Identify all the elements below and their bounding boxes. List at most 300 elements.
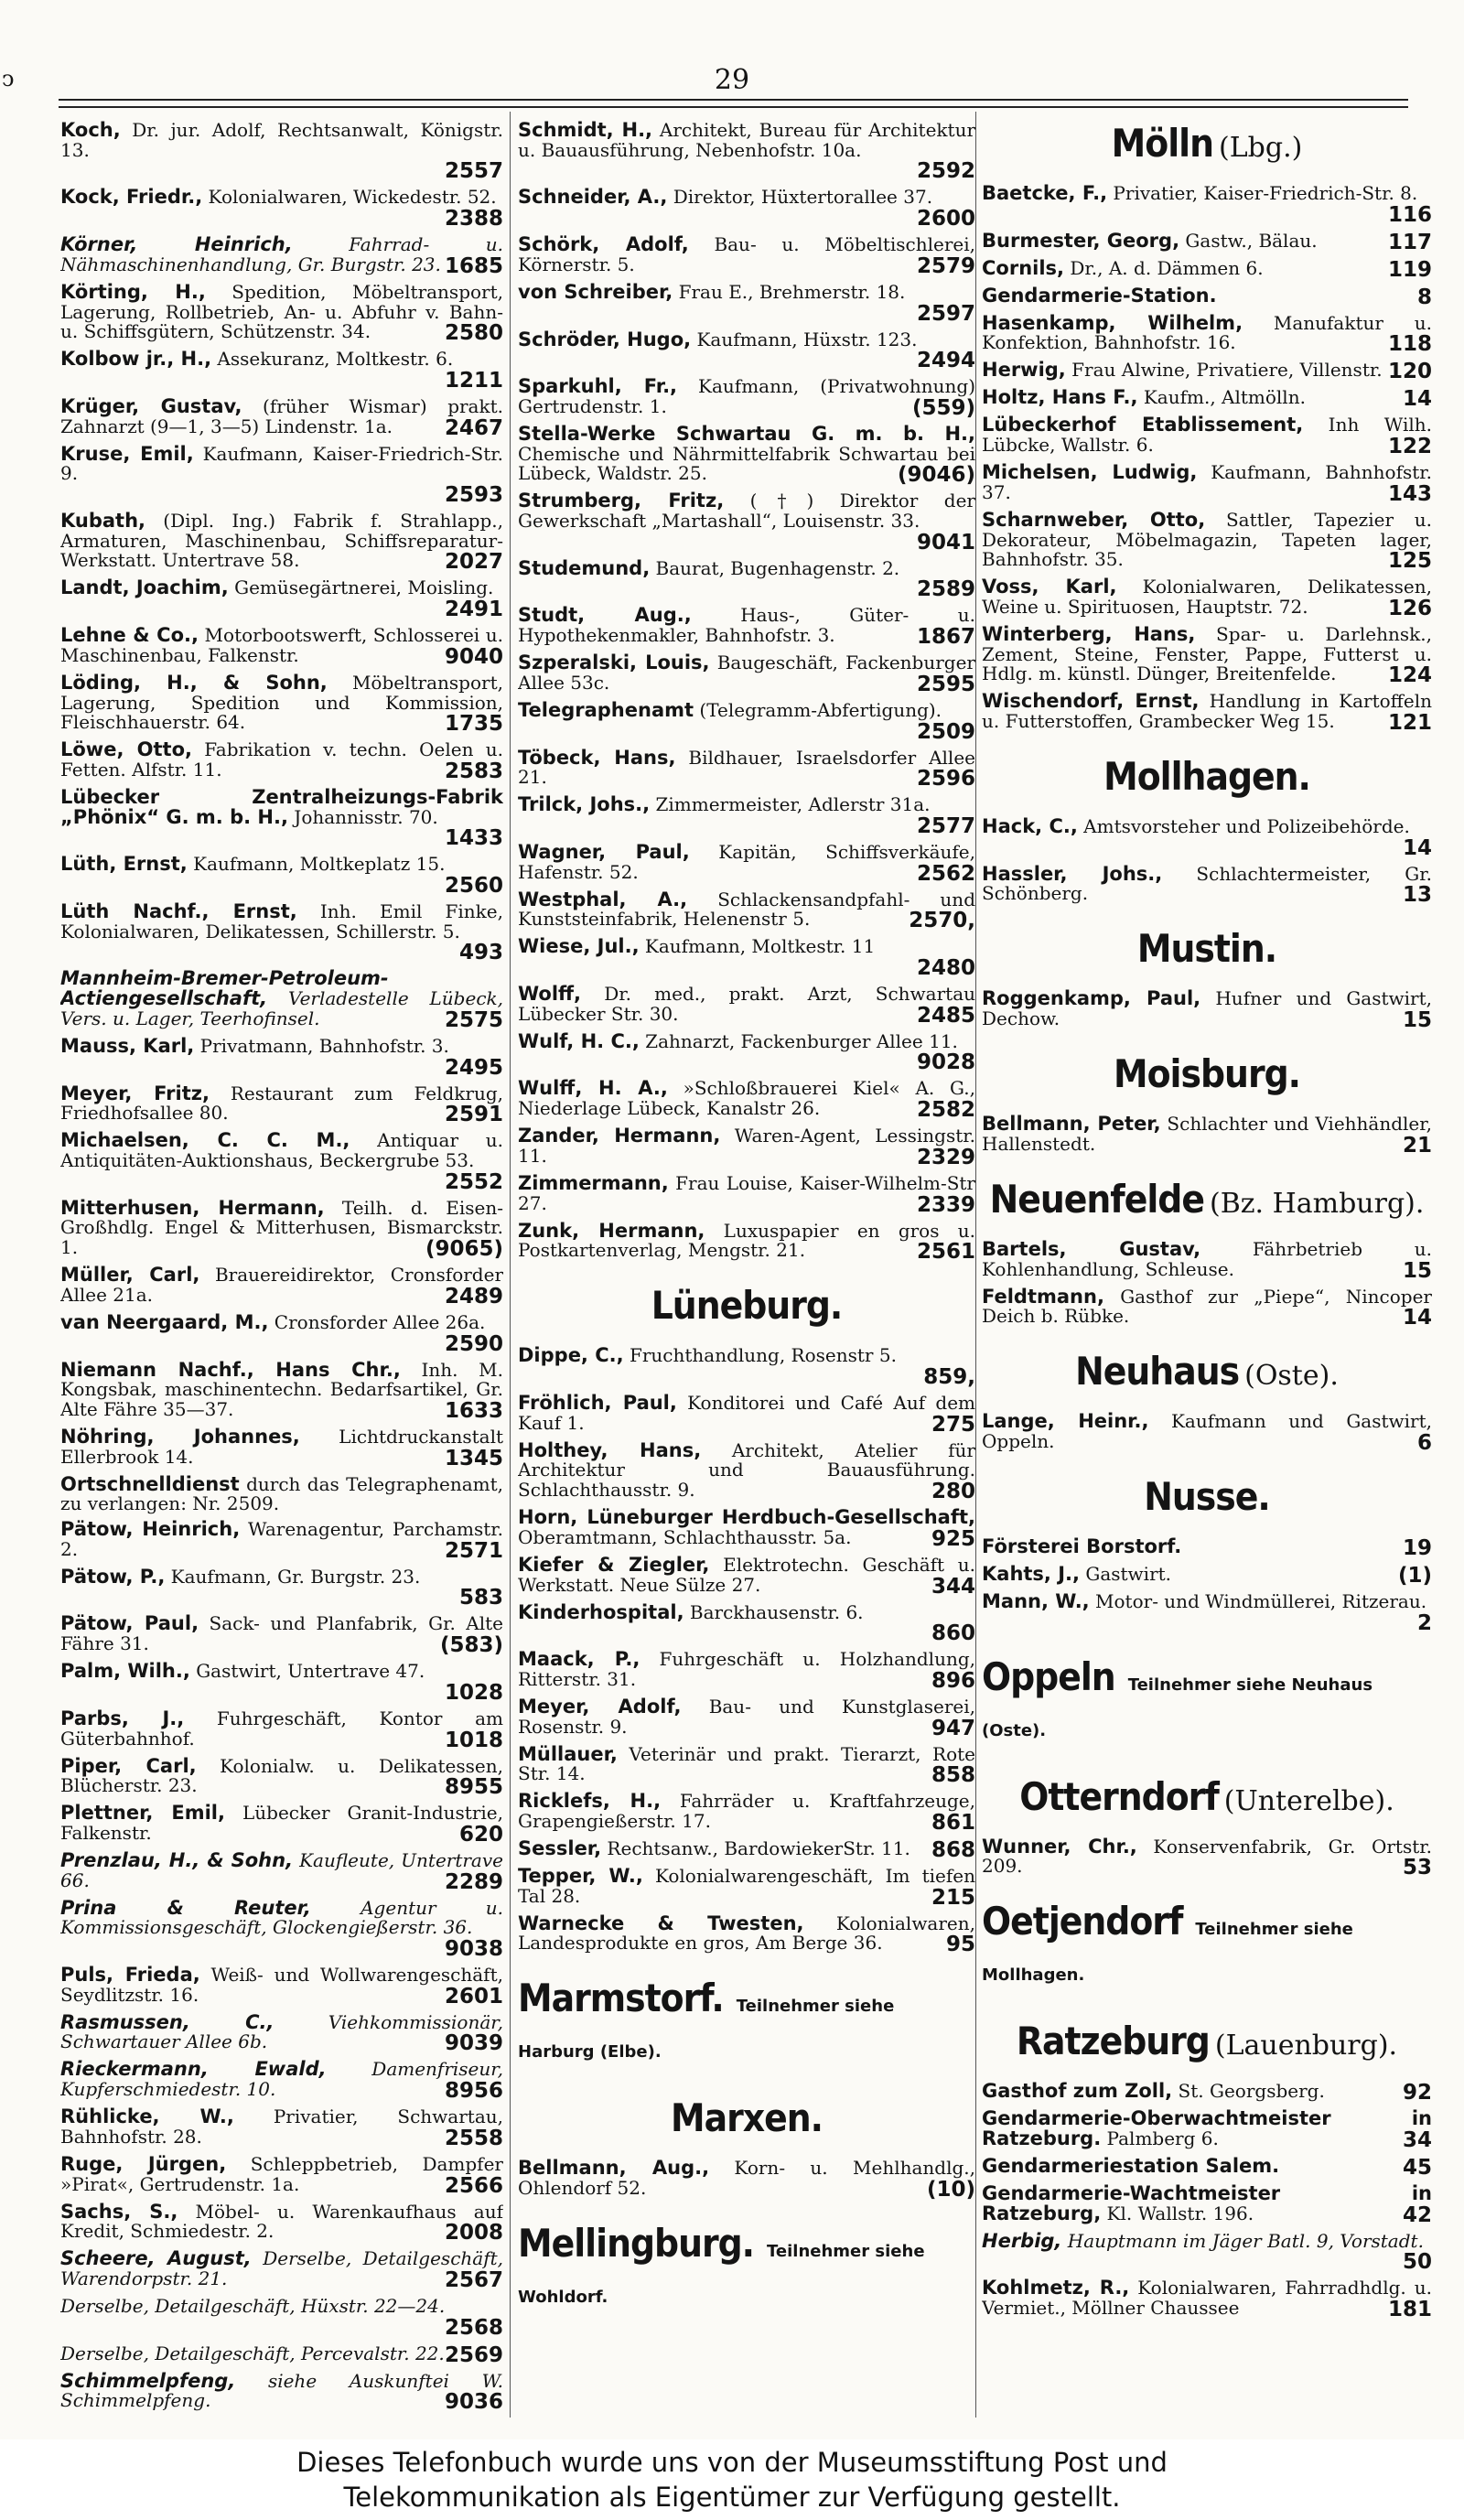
directory-entry (60, 1034, 503, 1080)
subscriber-name: Prina & Reuter, (60, 1896, 311, 1919)
phone-number: 1018 (444, 1728, 503, 1752)
subscriber-details: durch das Telegraphenamt, zu verlangen: Nr. 2509. (60, 1472, 503, 1515)
directory-entry (982, 2278, 1432, 2321)
subscriber-details: Derselbe, Detailgeschäft, Warendorpstr. 21. (60, 2247, 503, 2289)
town-heading (982, 121, 1432, 175)
phone-number: 2582 (916, 1098, 975, 1123)
directory-entry (60, 1084, 503, 1126)
directory-entry (60, 1472, 503, 1515)
directory-entry (60, 188, 503, 230)
subscriber-name: Lübecker Zentralheizungs-Fabrik „Phönix“ G. m. b. H., (60, 785, 503, 828)
phone-number: 2562 (916, 861, 975, 886)
subscriber-details: Kaufmann und Gastwirt, Oppeln. (982, 1410, 1432, 1452)
subscriber-name: Feldtmann, (982, 1285, 1104, 1308)
phone-number: 2600 (916, 207, 975, 232)
town-name: Mölln (1111, 121, 1214, 166)
subscriber-details: Bau- u. Möbeltischlerei, Körnerstr. 5. (518, 233, 975, 275)
subscriber-details: Elektrotechn. Geschäft u. Werkstatt. Neue Sülze 27. (518, 1553, 975, 1596)
directory-entry (60, 350, 503, 392)
phone-number: 860 (931, 1621, 975, 1646)
subscriber-details: Inh. M. Kongsbak, maschinentechn. Bedarfsartikel, Gr. Alte Fähre 35—37. (60, 1358, 503, 1420)
subscriber-name: Puls, Frieda, (60, 1964, 200, 1987)
subscriber-details: Teilh. d. Eisen-Großhdlg. Engel & Mitterhusen, Bismarckstr. 1. (60, 1196, 503, 1259)
subscriber-name: von Schreiber, (518, 280, 673, 303)
subscriber-name: Kohlmetz, R., (982, 2277, 1130, 2299)
subscriber-details: Spedition, Möbeltransport, Lagerung, Rollbetrieb, An- u. Abfuhr v. Bahn- u. Schiffsgütern, Schützenstr. 34. (60, 280, 503, 343)
subscriber-details: Kaufm., Altmölln. (1137, 386, 1306, 409)
subscriber-details: Fährbetrieb u. Kohlenhandlung, Schleuse. (982, 1237, 1432, 1280)
phone-number: 858 (931, 1763, 975, 1788)
subscriber-name: Parbs, J., (60, 1707, 185, 1729)
directory-entry (518, 422, 975, 488)
directory-entry (518, 1600, 975, 1646)
footer-line-1: Dieses Telefonbuch wurde uns von der Museumsstiftung Post und (296, 2447, 1168, 2478)
subscriber-details: Weiß- und Wollwarengeschäft, Seydlitzstr. 16. (60, 1964, 503, 2006)
subscriber-details: St. Georgsberg. (1172, 2080, 1325, 2103)
subscriber-name: van Neergaard, M., (60, 1310, 269, 1333)
subscriber-name: Müller, Carl, (60, 1264, 200, 1287)
subscriber-details: Fuhrgeschäft u. Holzhandlung, Ritterstr. 31. (518, 1648, 975, 1690)
directory-entry (982, 2109, 1432, 2151)
phone-number: 2570, (909, 909, 975, 933)
phone-number: (10) (926, 2178, 975, 2202)
directory-entry (60, 512, 503, 573)
subscriber-details: Dr. jur. Adolf, Rechtsanwalt, Königstr. 13. (60, 121, 503, 161)
directory-entry (982, 1287, 1432, 1330)
subscriber-details: Kaufmann, Moltkeplatz 15. (187, 853, 446, 876)
directory-entry (60, 1358, 503, 1423)
subscriber-details: (Dipl. Ing.) Fabrik f. Strahlapp., Armaturen, Maschinenbau, Schiffsreparatur-Werkstatt. Untertrave 58. (60, 510, 503, 572)
directory-entry (982, 817, 1432, 859)
town-heading (982, 1177, 1432, 1231)
subscriber-details: Konditorei und Café Auf dem Kauf 1. (518, 1391, 975, 1434)
directory-entry (982, 463, 1432, 505)
town-heading (982, 1349, 1432, 1403)
subscriber-name: Ortschnelldienst (60, 1472, 240, 1495)
directory-entry (982, 1837, 1432, 1879)
directory-entry (518, 1438, 975, 1504)
subscriber-details: Schlachter und Viehhändler, Hallenstedt. (982, 1113, 1432, 1155)
phone-number: 50 (1402, 2250, 1432, 2275)
directory-entry (982, 692, 1432, 734)
directory-entry (60, 1709, 503, 1751)
subscriber-name: Fröhlich, Paul, (518, 1391, 677, 1414)
town-name: Oppeln (982, 1653, 1115, 1699)
directory-entry (60, 394, 503, 440)
phone-number: 2579 (916, 253, 975, 278)
subscriber-details: Kolonialwaren, Delikatessen, Weine u. Spirituosen, Hauptstr. 72. (982, 576, 1432, 618)
phone-number: 8955 (444, 1775, 503, 1800)
subscriber-details: Inh Wilh. Lübcke, Wallstr. 6. (982, 414, 1432, 457)
directory-entry (982, 2184, 1432, 2226)
subscriber-details: Korn- u. Mehlhandlg., Ohlendorf 52. (518, 2157, 975, 2200)
subscriber-details: »Schloßbrauerei Kiel« A. G., Niederlage Lübeck, Kanalstr 26. (518, 1077, 975, 1120)
subscriber-details: Amtsvorsteher und Polizeibehörde. (1077, 815, 1410, 838)
subscriber-details: Fahrrad- u. Nähmaschinenhandlung, Gr. Burgstr. 23. (60, 233, 503, 275)
subscriber-name: Burmester, Georg, (982, 229, 1180, 252)
town-region: (Lbg.) (1219, 132, 1303, 164)
subscriber-details: Waren-Agent, Lessingstr. 11. (518, 1125, 975, 1167)
phone-number: 2591 (444, 1103, 503, 1127)
subscriber-name: Bartels, Gustav, (982, 1237, 1201, 1260)
directory-entry (60, 1965, 503, 2008)
directory-entry (60, 1265, 503, 1308)
directory-entry (982, 577, 1432, 619)
subscriber-name: Baetcke, F., (982, 182, 1108, 204)
directory-entry (60, 2294, 503, 2340)
subscriber-details: (früher Wismar) prakt. Zahnarzt (9—1, 3—5) Lindenstr. 1a. (60, 394, 503, 437)
directory-entry (60, 2344, 503, 2366)
page-number: 29 (714, 64, 750, 96)
phone-number: 117 (1387, 230, 1432, 254)
phone-number: 42 (1402, 2202, 1432, 2227)
subscriber-name: Wiese, Jul., (518, 935, 640, 958)
phone-number: 2583 (444, 759, 503, 783)
directory-entry (518, 1171, 975, 1217)
directory-entry (518, 606, 975, 648)
phone-number: 53 (1402, 1856, 1432, 1880)
subscriber-details: Barckhausenstr. 6. (684, 1600, 864, 1623)
subscriber-details: Bildhauer, Israelsdorfer Allee 21. (518, 746, 975, 789)
column-left (60, 121, 503, 2427)
directory-entry (982, 508, 1432, 574)
subscriber-name: Piper, Carl, (60, 1754, 197, 1777)
subscriber-details: Baurat, Bugenhagenstr. 2. (650, 556, 900, 579)
phone-number: 2329 (916, 1145, 975, 1169)
directory-entry (982, 184, 1432, 226)
subscriber-details: Kolonialwarengeschäft, Im tiefen Tal 28. (518, 1865, 975, 1907)
town-heading (982, 1474, 1432, 1528)
directory-entry (60, 1427, 503, 1470)
subscriber-name: Niemann Nachf., Hans Chr., (60, 1358, 401, 1381)
subscriber-name: Hasenkamp, Wilhelm, (982, 311, 1243, 334)
town-name: Marmstorf. (518, 1976, 724, 2021)
phone-number: 14 (1402, 835, 1432, 860)
phone-number: 14 (1402, 387, 1432, 412)
subscriber-name: Meyer, Fritz, (60, 1082, 210, 1104)
subscriber-details: Konservenfabrik, Gr. Ortstr. 209. (982, 1835, 1432, 1878)
town-name: Moisburg. (1113, 1051, 1300, 1097)
phone-number: 124 (1387, 663, 1432, 688)
subscriber-name: Hack, C., (982, 815, 1078, 838)
subscriber-name: Kahts, J., (982, 1562, 1080, 1585)
subscriber-name: Lüth, Ernst, (60, 853, 188, 876)
subscriber-details: Baugeschäft, Fackenburger Allee 53c. (518, 652, 975, 694)
town-region: (Unterelbe). (1223, 1784, 1394, 1817)
subscriber-name: Schröder, Hugo, (518, 328, 692, 350)
directory-entry (518, 1697, 975, 1739)
directory-entry (518, 330, 975, 372)
phone-number: 95 (945, 1933, 975, 1957)
directory-entry (982, 311, 1432, 357)
subscriber-details: (Telegramm-Abfertigung). (694, 698, 942, 721)
subscriber-name: Försterei Borstorf. (982, 1535, 1182, 1557)
footer-notice (0, 2439, 1464, 2520)
town-name: Mellingburg. (518, 2221, 755, 2267)
directory-entry (982, 2229, 1432, 2275)
directory-entry (982, 1537, 1432, 1559)
phone-number: 2552 (444, 1169, 503, 1194)
phone-number: 126 (1387, 596, 1432, 620)
town-region: (Bz. Hamburg). (1209, 1187, 1425, 1220)
subscriber-name: Wulf, H. C., (518, 1029, 640, 1052)
directory-entry (518, 1126, 975, 1168)
phone-number: 2485 (916, 1003, 975, 1028)
subscriber-name: Dippe, C., (518, 1344, 624, 1367)
subscriber-name: Ruge, Jürgen, (60, 2152, 227, 2175)
subscriber-details: Kaufmann, Hüxstr. 123. (691, 328, 918, 350)
subscriber-details: Möbel- u. Warenkaufhaus auf Kredit, Schmiedestr. 2. (60, 2200, 503, 2243)
phone-number: 118 (1387, 332, 1432, 357)
subscriber-name: Gasthof zum Zoll, (982, 2080, 1173, 2103)
subscriber-name: Meyer, Adolf, (518, 1695, 682, 1718)
subscriber-details: Hufner und Gastwirt, Dechow. (982, 987, 1432, 1030)
subscriber-name: Studt, Aug., (518, 604, 692, 627)
subscriber-name: Wolff, (518, 983, 582, 1006)
header-rule (59, 99, 1408, 101)
directory-entry (60, 1310, 503, 1356)
town-note: Teilnehmer siehe Neuhaus (Oste). (982, 1675, 1373, 1740)
subscriber-name: Müllauer, (518, 1742, 618, 1765)
subscriber-details: Zahnarzt, Fackenburger Allee 11. (639, 1029, 958, 1052)
phone-number: 19 (1402, 1535, 1432, 1560)
subscriber-name: Zunk, Hermann, (518, 1219, 705, 1242)
directory-entry (518, 491, 975, 553)
subscriber-details: Dr. med., prakt. Arzt, Schwartau Lübecker Str. 30. (518, 983, 975, 1025)
phone-number: 2567 (444, 2267, 503, 2292)
directory-entry (60, 2060, 503, 2102)
subscriber-details: Bau- und Kunstglaserei, Rosenstr. 9. (518, 1695, 975, 1738)
phone-number: 8 (1416, 285, 1432, 309)
subscriber-name: Zander, Hermann, (518, 1125, 721, 1147)
subscriber-name: Sparkuhl, Fr., (518, 375, 678, 398)
subscriber-name: Schmidt, H., (518, 121, 653, 141)
subscriber-details: Direktor, Hüxtertorallee 37. (667, 186, 933, 209)
directory-entry (60, 235, 503, 277)
phone-number: 6 (1416, 1430, 1432, 1455)
subscriber-name: Körting, H., (60, 280, 206, 303)
subscriber-details: Schlachtermeister, Gr. Schönberg. (982, 862, 1432, 905)
town-name: Ratzeburg (1016, 2019, 1210, 2064)
subscriber-name: Winterberg, Hans, (982, 622, 1196, 645)
subscriber-name: Löding, H., & Sohn, (60, 671, 328, 694)
subscriber-name: Löwe, Otto, (60, 738, 192, 761)
phone-number: (9046) (897, 463, 975, 488)
subscriber-name: Koch, (60, 121, 121, 141)
subscriber-details: Gastwirt, Untertrave 47. (189, 1660, 425, 1683)
phone-number: 125 (1387, 549, 1432, 574)
directory-entry (982, 286, 1432, 308)
phone-number: (1) (1397, 1563, 1432, 1588)
subscriber-details: Viehkommissionär, Schwartauer Allee 6b. (60, 2010, 503, 2053)
directory-entry (518, 748, 975, 791)
phone-number: 2580 (444, 321, 503, 346)
subscriber-name: Palm, Wilh., (60, 1660, 190, 1683)
subscriber-name: Michelsen, Ludwig, (982, 461, 1198, 484)
subscriber-details: Agentur u. Kommissionsgeschäft, Glockengießerstr. 36. (60, 1896, 503, 1939)
phone-number: 9028 (916, 1050, 975, 1075)
directory-entry (982, 862, 1432, 908)
subscriber-details: Hauptmann im Jäger Batl. 9, Vorstadt. (1061, 2229, 1424, 2252)
subscriber-details: Brauereidirektor, Cronsforder Allee 21a. (60, 1264, 503, 1306)
directory-entry (60, 1662, 503, 1704)
phone-number: 2339 (916, 1192, 975, 1217)
subscriber-name: Gendarmerie-Station. (982, 284, 1217, 307)
phone-number: 2571 (444, 1538, 503, 1563)
phone-number: 1028 (444, 1680, 503, 1705)
directory-entry (518, 235, 975, 277)
town-name: Marxen. (670, 2095, 823, 2141)
phone-number: 9040 (444, 644, 503, 669)
directory-entry (518, 1650, 975, 1692)
directory-entry (518, 556, 975, 602)
subscriber-name: Kiefer & Ziegler, (518, 1553, 710, 1576)
subscriber-details: Kaufmann, Gr. Burgstr. 23. (165, 1565, 421, 1588)
directory-entry (60, 2010, 503, 2056)
directory-entry (518, 890, 975, 932)
phone-number: 15 (1402, 1258, 1432, 1283)
directory-entry (60, 2107, 503, 2149)
town-region: (Lauenburg). (1214, 2030, 1398, 2062)
subscriber-name: Pätow, Heinrich, (60, 1518, 241, 1541)
phone-number: 2595 (916, 672, 975, 696)
phone-number: 1345 (444, 1446, 503, 1470)
directory-entry (518, 1029, 975, 1075)
subscriber-details: Privatmann, Bahnhofstr. 3. (194, 1034, 449, 1057)
phone-number: 45 (1402, 2156, 1432, 2181)
town-note: Teilnehmer siehe Wohldorf. (518, 2242, 925, 2308)
subscriber-name: Nöhring, Johannes, (60, 1425, 300, 1448)
phone-number: 121 (1387, 711, 1432, 736)
phone-number: 119 (1387, 257, 1432, 282)
subscriber-details: Derselbe, Detailgeschäft, Percevalstr. 22. (60, 2342, 445, 2364)
phone-number: 2597 (916, 301, 975, 326)
subscriber-name: Wischendorf, Ernst, (982, 690, 1200, 713)
subscriber-details: Palmberg 6. (1101, 2127, 1219, 2150)
subscriber-name: Schimmelpfeng, (60, 2369, 236, 2392)
phone-number: 2388 (444, 207, 503, 232)
directory-entry (518, 1742, 975, 1788)
subscriber-name: Rühlicke, W., (60, 2105, 234, 2128)
town-name: Neuenfelde (989, 1176, 1204, 1222)
directory-entry (518, 985, 975, 1027)
phone-number: 868 (931, 1838, 975, 1863)
subscriber-name: Kruse, Emil, (60, 442, 194, 465)
subscriber-details: Kolonialwaren, Fahrradhdlg. u. Vermiet., Möllner Chaussee (982, 2277, 1432, 2320)
subscriber-name: Mauss, Karl, (60, 1034, 195, 1057)
phone-number: 9036 (444, 2390, 503, 2415)
phone-number: 143 (1387, 481, 1432, 506)
subscriber-name: Schneider, A., (518, 186, 668, 209)
subscriber-details: Sattler, Tapezier u. Dekorateur, Möbelmagazin, Tapeten lager, Bahnhofstr. 35. (982, 508, 1432, 571)
town-note: Teilnehmer siehe Harburg (Elbe). (518, 1997, 895, 2062)
directory-entry (518, 1792, 975, 1834)
directory-entry (60, 1896, 503, 1962)
subscriber-name: Sachs, S., (60, 2200, 178, 2223)
directory-entry (60, 1567, 503, 1610)
subscriber-name: Wagner, Paul, (518, 840, 690, 863)
subscriber-details: Lübecker Granit-Industrie, Falkenstr. (60, 1802, 503, 1844)
subscriber-details: Kolonialw. u. Delikatessen, Blücherstr. 23. (60, 1754, 503, 1797)
column-middle (518, 121, 975, 2427)
phone-number: 2027 (444, 550, 503, 575)
directory-entry (60, 673, 503, 735)
phone-number: 2491 (444, 598, 503, 622)
subscriber-name: Voss, Karl, (982, 576, 1117, 598)
subscriber-details: Gastw., Bälau. (1179, 229, 1318, 252)
subscriber-details: Inh. Emil Finke, Kolonialwaren, Delikatessen, Schillerstr. 5. (60, 900, 503, 942)
subscriber-name: Lange, Heinr., (982, 1410, 1149, 1433)
subscriber-details: Gastwirt. (1080, 1562, 1172, 1585)
subscriber-name: Roggenkamp, Paul, (982, 987, 1201, 1010)
phone-number: 2575 (444, 1007, 503, 1032)
subscriber-details: Fruchthandlung, Rosenstr 5. (623, 1344, 897, 1367)
subscriber-name: Hassler, Johs., (982, 862, 1163, 885)
subscriber-name: Landt, Joachim, (60, 576, 229, 599)
directory-entry (60, 1754, 503, 1800)
phone-number: 2480 (916, 956, 975, 981)
directory-entry (518, 795, 975, 837)
subscriber-name: Pätow, P., (60, 1565, 166, 1588)
town-name: Mollhagen. (1103, 754, 1310, 800)
subscriber-details: Luxuspapier en gros u. Postkartenverlag, Mengstr. 21. (518, 1219, 975, 1262)
subscriber-details: Cronsforder Allee 26a. (268, 1310, 486, 1333)
phone-number: 2577 (916, 813, 975, 838)
town-name: Mustin. (1136, 926, 1277, 972)
subscriber-name: Cornils, (982, 256, 1065, 279)
subscriber-name: Lüth Nachf., Ernst, (60, 900, 297, 923)
subscriber-details: Warenagentur, Parchamstr. 2. (60, 1518, 503, 1560)
subscriber-name: Warnecke & Twesten, (518, 1912, 804, 1934)
phone-number: 2593 (444, 483, 503, 508)
directory-entry (60, 969, 503, 1030)
phone-number: 280 (931, 1480, 975, 1504)
town-heading (982, 1654, 1432, 1754)
header-rule-double (59, 106, 1408, 108)
subscriber-details: Frau Alwine, Privatiere, Villenstr. (1065, 359, 1383, 382)
phone-number: 2008 (444, 2221, 503, 2245)
phone-number: 620 (458, 1822, 503, 1847)
town-name: Nusse. (1144, 1473, 1270, 1519)
phone-number: 2601 (444, 1984, 503, 2008)
town-heading (982, 1051, 1432, 1105)
directory-entry (518, 1219, 975, 1265)
subscriber-details: Kl. Wallstr. 196. (1101, 2202, 1254, 2224)
directory-entry (518, 698, 975, 744)
phone-number: 896 (931, 1668, 975, 1693)
subscriber-name: Sessler, (518, 1837, 602, 1860)
subscriber-name: Horn, Lüneburger Herdbuch-Gesellschaft, (518, 1506, 975, 1529)
phone-number: 2561 (916, 1240, 975, 1265)
directory-entry (982, 229, 1432, 254)
subscriber-details: Kaufmann, Bahnhofstr. 37. (982, 461, 1432, 503)
directory-entry (982, 361, 1432, 382)
town-heading (518, 1283, 975, 1337)
phone-number: 2592 (916, 159, 975, 184)
phone-number: 9039 (444, 2031, 503, 2056)
phone-number: 215 (931, 1885, 975, 1910)
directory-entry (60, 2202, 503, 2245)
subscriber-name: Bellmann, Aug., (518, 2157, 710, 2180)
phone-number: 14 (1402, 1306, 1432, 1330)
town-name: Lüneburg. (651, 1283, 843, 1329)
subscriber-details: Frau Louise, Kaiser-Wilhelm-Str 27. (518, 1171, 975, 1214)
phone-number: 1685 (444, 253, 503, 278)
phone-number: 9038 (444, 1937, 503, 1962)
directory-entry (982, 1115, 1432, 1157)
subscriber-name: Strumberg, Fritz, (518, 490, 725, 512)
subscriber-name: Rasmussen, C., (60, 2010, 274, 2033)
